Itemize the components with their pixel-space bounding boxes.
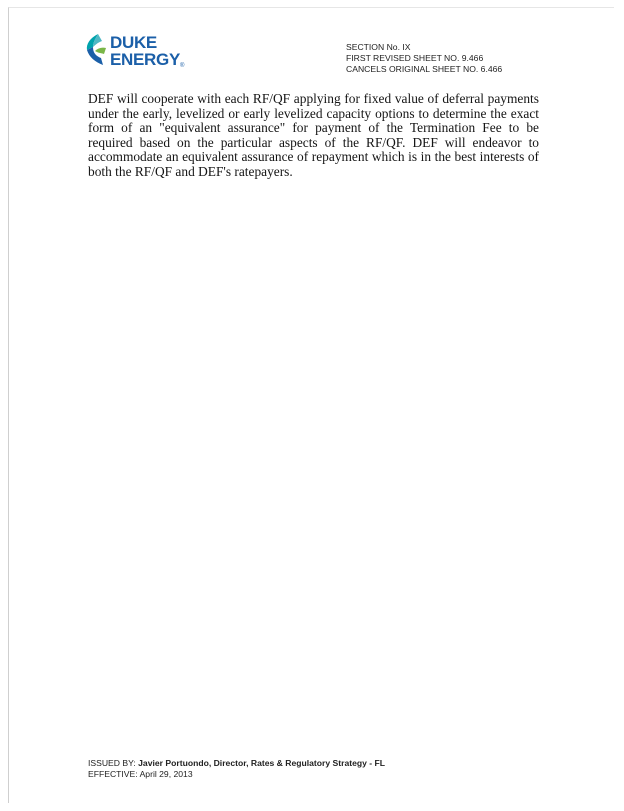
page-footer <box>88 758 385 780</box>
registered-mark: ® <box>180 63 185 69</box>
sheet-header <box>346 42 502 75</box>
effective-line <box>88 769 385 780</box>
issued-by-line <box>88 758 385 769</box>
logo-text-energy: ENERGY <box>110 50 180 69</box>
issued-by-label: ISSUED BY: <box>88 758 139 768</box>
cancelled-sheet-number: CANCELS ORIGINAL SHEET NO. 6.466 <box>346 64 503 74</box>
duke-energy-logo <box>84 30 204 74</box>
effective-label: EFFECTIVE: <box>88 769 140 779</box>
issued-by-value: Javier Portuondo, Director, Rates & Regulatory Strategy - FL <box>138 758 386 768</box>
section-number: SECTION No. IX <box>346 42 411 52</box>
logo-text-duke: DUKE <box>110 33 157 52</box>
body-paragraph: DEF will cooperate with each RF/QF applying for fixed value of deferral payments under the early, levelized or early levelized capacity options to determine the exact form of an "equivalent assurance" for payment of the Termination Fee to be required based on the particular aspects of the RF/QF. DEF will endeavor to accommodate an equivalent assurance of repayment which is in the best interests of both the RF/QF and DEF's ratepayers. <box>88 91 539 179</box>
duke-energy-logo-mark-icon <box>84 32 108 68</box>
effective-date: April 29, 2013 <box>139 769 193 779</box>
revised-sheet-number: FIRST REVISED SHEET NO. 9.466 <box>346 53 484 63</box>
